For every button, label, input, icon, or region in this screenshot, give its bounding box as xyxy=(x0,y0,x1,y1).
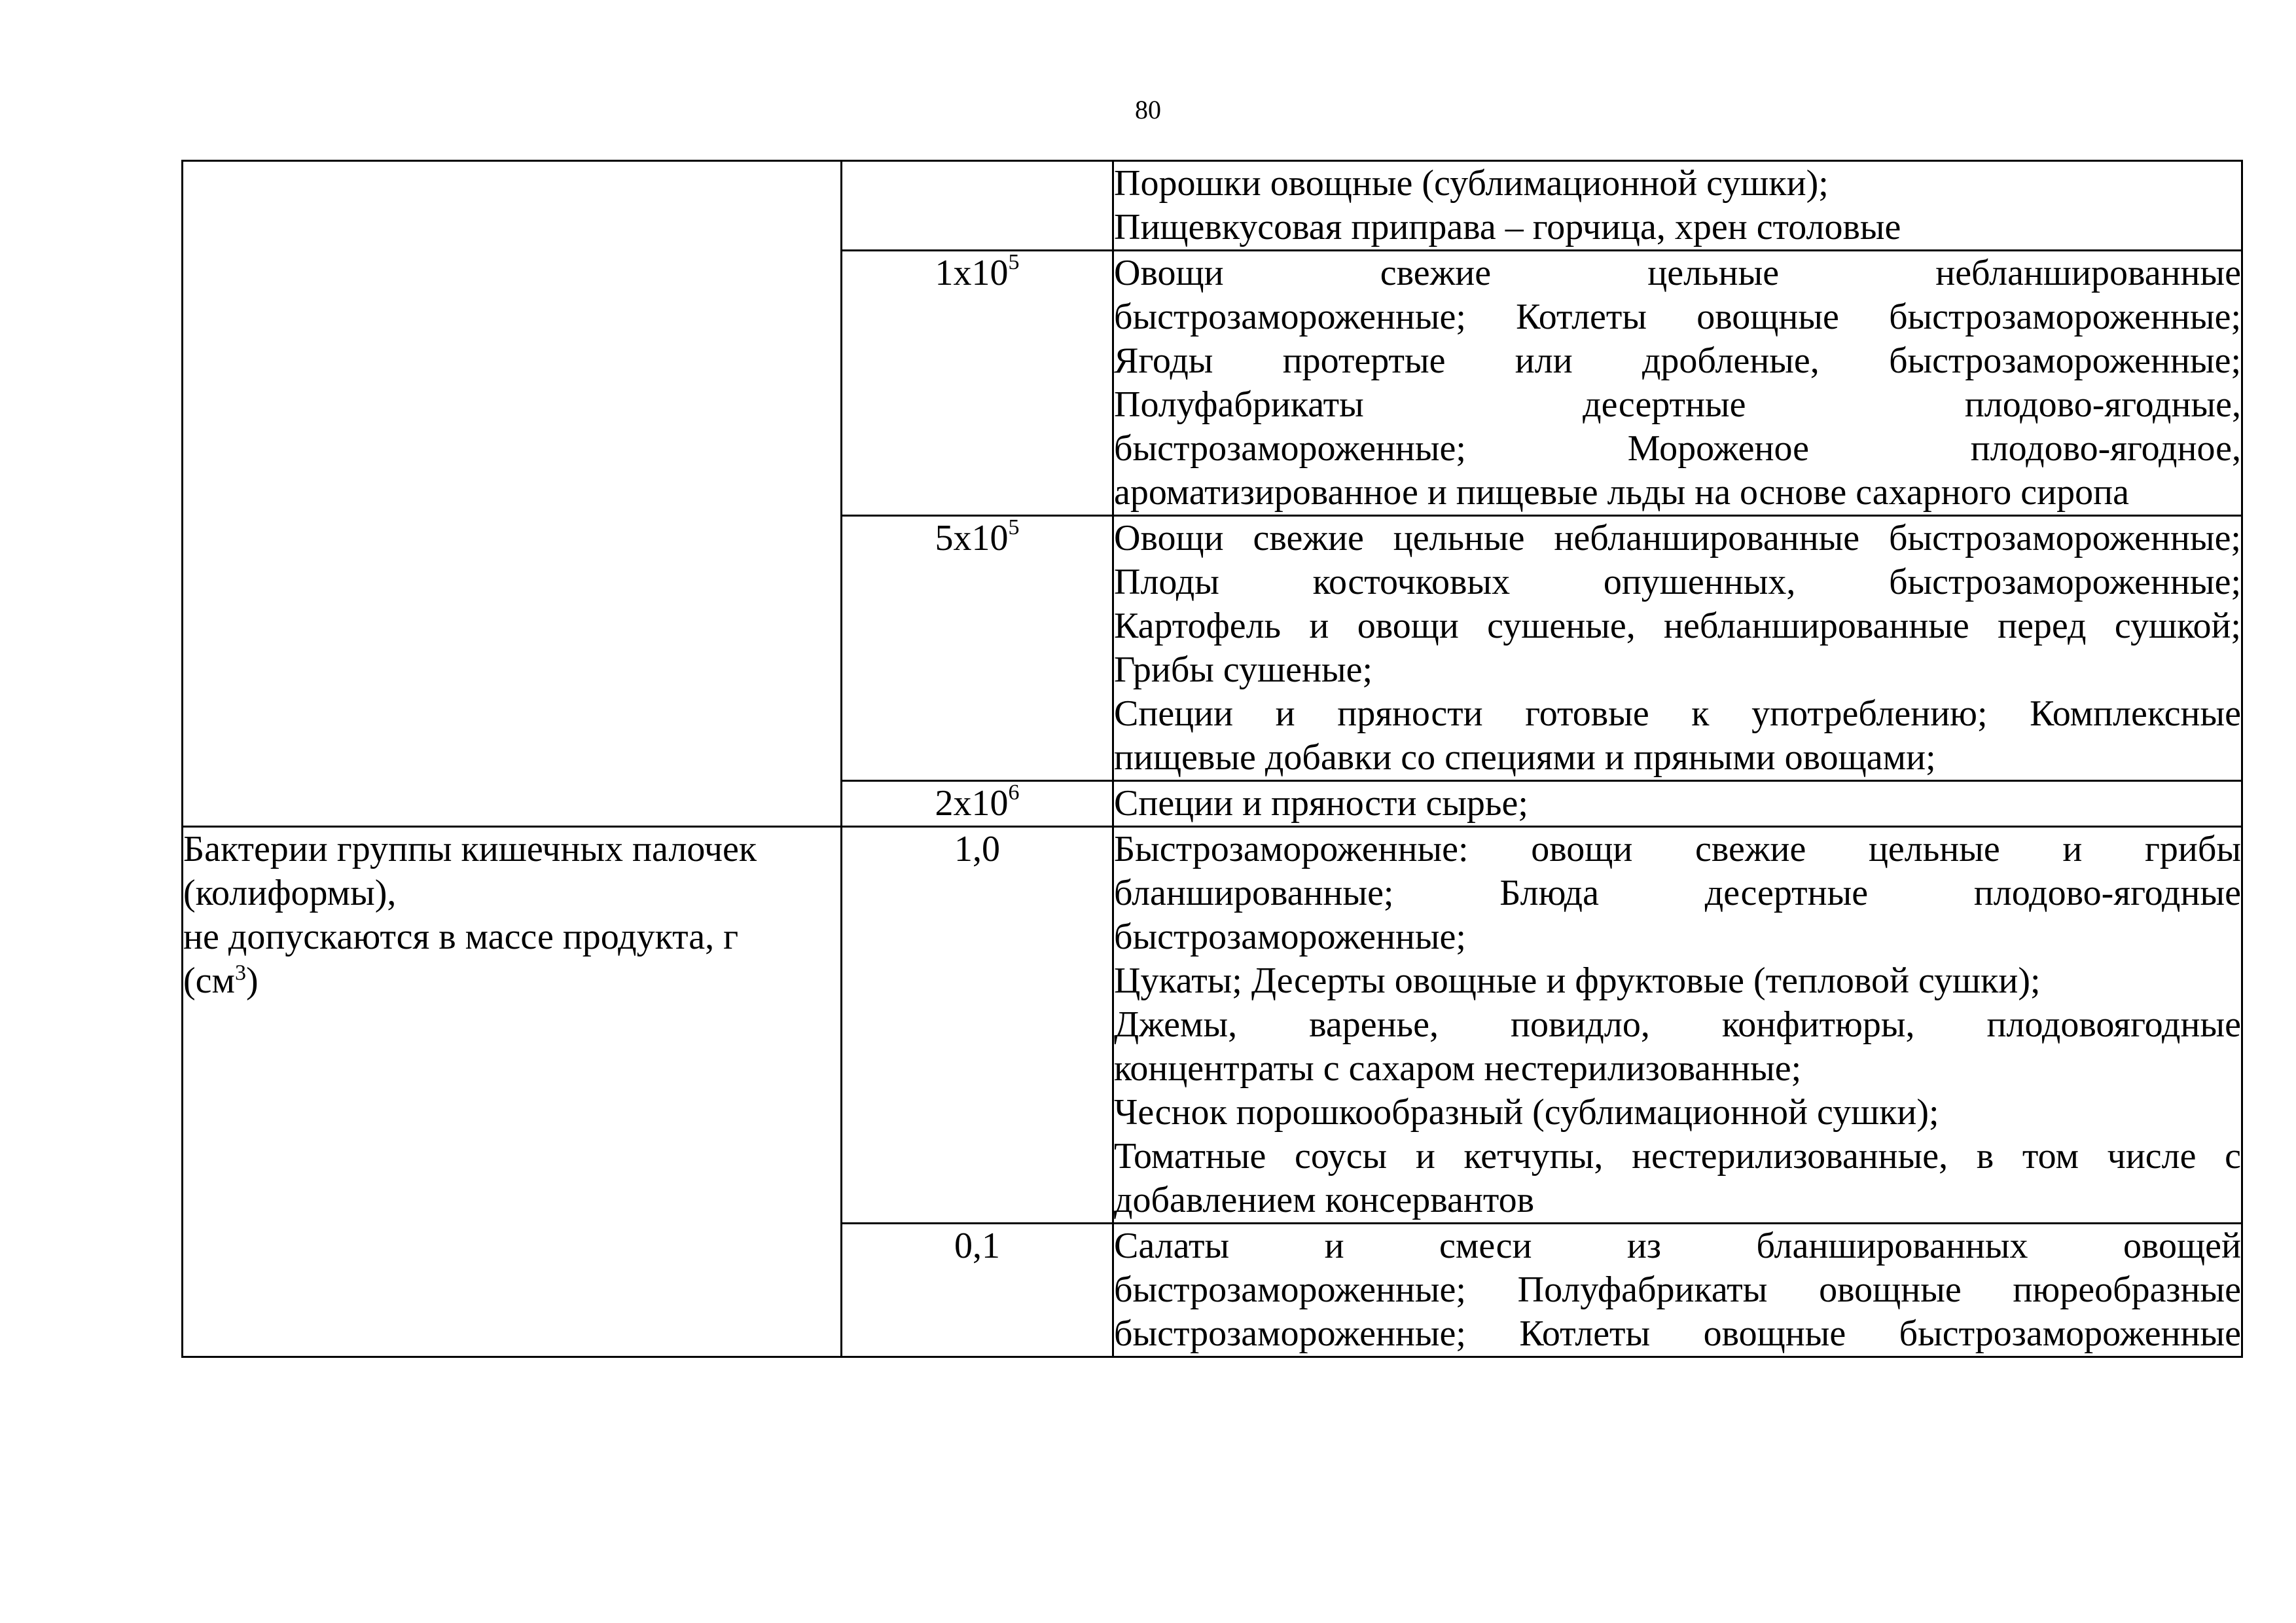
product-line: добавлением консервантов xyxy=(1114,1180,1535,1220)
product-line: быстрозамороженные; Мороженое плодово-ягодное, xyxy=(1114,428,2241,469)
product-line: Цукаты; Десерты овощные и фруктовые (тепловой сушки); xyxy=(1114,960,2041,1001)
indicator-line: (колиформы), xyxy=(183,873,397,913)
indicator-cell xyxy=(183,827,842,1357)
page-number: 80 xyxy=(1135,95,1161,124)
norm-cell xyxy=(842,1224,1113,1357)
product-line: Томатные соусы и кетчупы, нестерилизованные, в том числе с xyxy=(1114,1136,2241,1176)
product-line: концентраты с сахаром нестерилизованные; xyxy=(1114,1048,1802,1089)
indicator-unit-close: ) xyxy=(245,960,259,1001)
indicator-unit-exponent: 3 xyxy=(234,960,246,985)
product-line: Специи и пряности сырье; xyxy=(1114,783,1528,824)
norm-cell xyxy=(842,516,1113,781)
norm-cell xyxy=(842,827,1113,1224)
product-line: Пищевкусовая приправа – горчица, хрен столовые xyxy=(1114,207,1901,247)
norm-exponent: 5 xyxy=(1008,250,1020,275)
product-line: быстрозамороженные; Котлеты овощные быстрозамороженные; xyxy=(1114,297,2241,337)
product-line: Овощи свежие цельные небланшированные xyxy=(1114,253,2241,293)
indicator-cell-empty xyxy=(183,161,842,827)
product-line: Специи и пряности готовые к употреблению; Комплексные xyxy=(1114,693,2241,734)
product-line: Джемы, варенье, повидло, конфитюры, плодовоягодные xyxy=(1114,1004,2241,1045)
norm-exponent: 5 xyxy=(1008,515,1020,540)
product-line: Салаты и смеси из бланшированных овощей xyxy=(1114,1226,2241,1266)
products-cell xyxy=(1113,251,2242,516)
product-line: Ягоды протертые или дробленые, быстрозамороженные; xyxy=(1114,340,2241,381)
norm-value: 0,1 xyxy=(954,1226,1000,1266)
product-line: Полуфабрикаты десертные плодово-ягодные, xyxy=(1114,384,2241,425)
products-cell xyxy=(1113,827,2242,1224)
product-line: быстрозамороженные; Полуфабрикаты овощные пюреобразные xyxy=(1114,1269,2241,1310)
norm-value: 5x10 xyxy=(935,518,1009,558)
norm-cell xyxy=(842,781,1113,827)
table-row xyxy=(183,827,2242,1224)
indicator-unit: (см xyxy=(183,960,235,1001)
indicator-line: не допускаются в массе продукта, г xyxy=(183,917,739,957)
product-line: Плоды косточковых опушенных, быстрозамороженные; xyxy=(1114,562,2241,602)
norm-value: 2x10 xyxy=(935,783,1009,824)
product-line: быстрозамороженные; Котлеты овощные быстрозамороженные xyxy=(1114,1313,2241,1354)
product-line: ароматизированное и пищевые льды на основе сахарного сиропа xyxy=(1114,472,2129,513)
product-line: Чеснок порошкообразный (сублимационной сушки); xyxy=(1114,1092,1939,1133)
requirements-table xyxy=(181,160,2243,1358)
product-line: Картофель и овощи сушеные, небланшированные перед сушкой; xyxy=(1114,606,2241,646)
product-line: Грибы сушеные; xyxy=(1114,649,1373,690)
products-cell xyxy=(1113,781,2242,827)
products-cell xyxy=(1113,161,2242,251)
norm-value: 1,0 xyxy=(954,829,1000,869)
norm-exponent: 6 xyxy=(1008,780,1020,805)
norm-value: 1x10 xyxy=(935,253,1009,293)
product-line: бланшированные; Блюда десертные плодово-ягодные xyxy=(1114,873,2241,913)
product-line: Быстрозамороженные: овощи свежие цельные и грибы xyxy=(1114,829,2241,869)
product-line: Овощи свежие цельные небланшированные быстрозамороженные; xyxy=(1114,518,2241,558)
product-line: быстрозамороженные; xyxy=(1114,917,1466,957)
product-line: Порошки овощные (сублимационной сушки); xyxy=(1114,163,1829,204)
product-line: пищевые добавки со специями и пряными овощами; xyxy=(1114,737,1936,778)
norm-cell xyxy=(842,161,1113,251)
norm-cell xyxy=(842,251,1113,516)
products-cell xyxy=(1113,1224,2242,1357)
indicator-line: Бактерии группы кишечных палочек xyxy=(183,829,757,869)
table-row xyxy=(183,161,2242,251)
products-cell xyxy=(1113,516,2242,781)
